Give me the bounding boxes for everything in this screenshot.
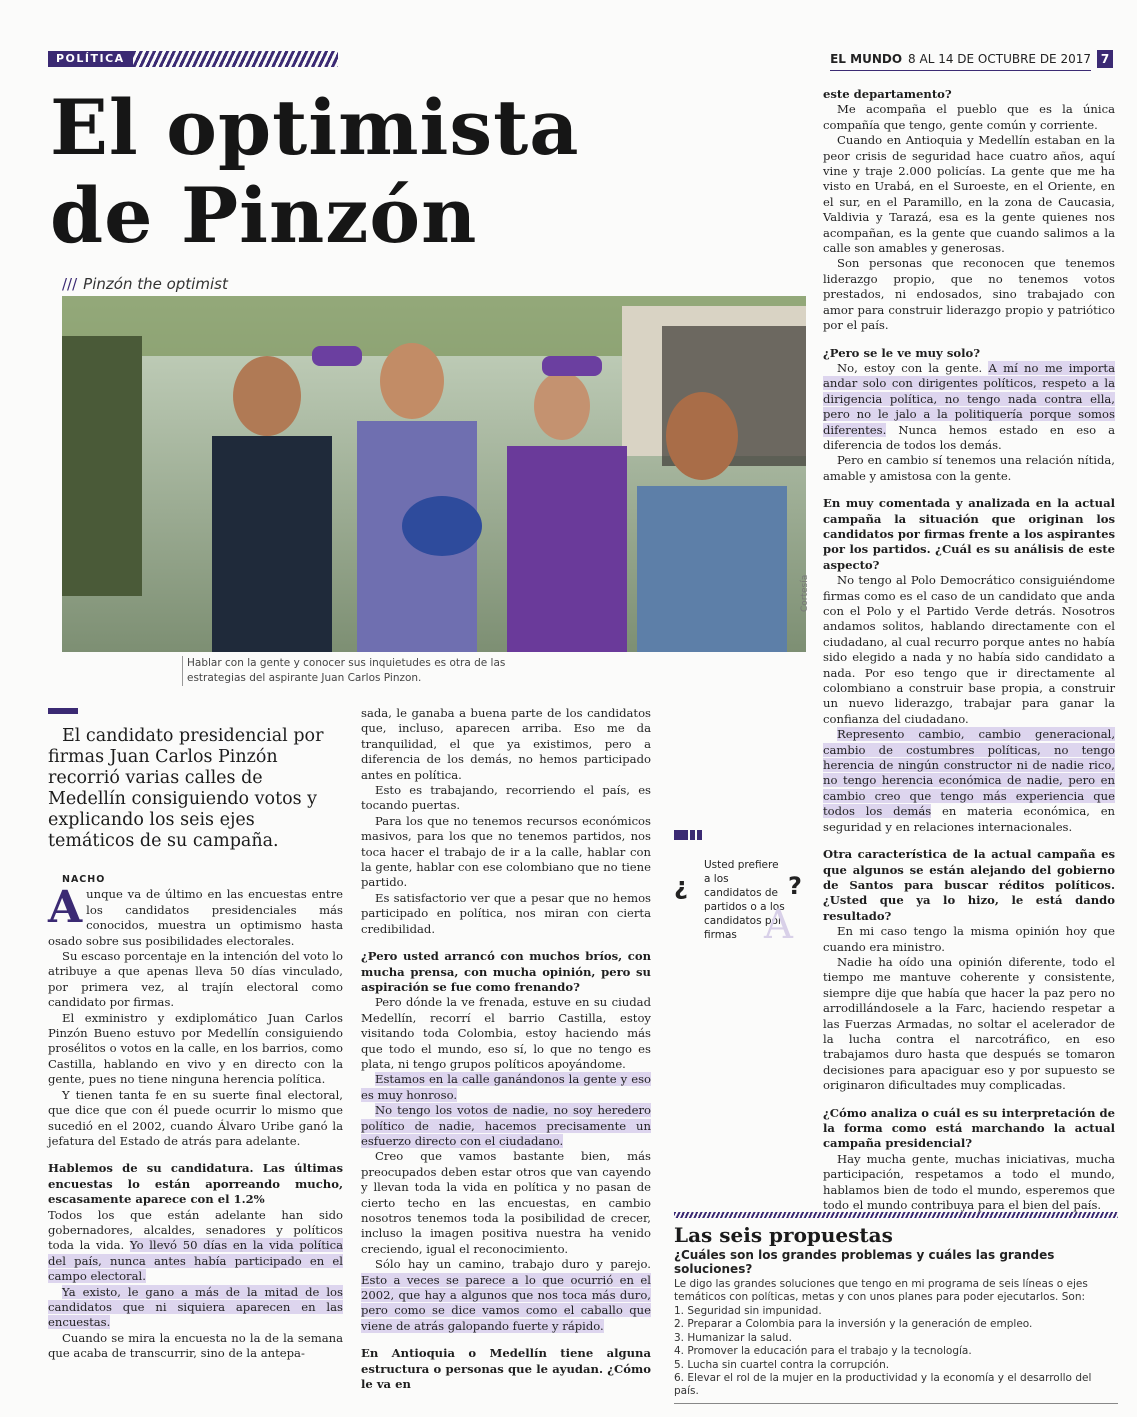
- photo-illustration: [62, 296, 806, 652]
- interview-question: este departamento?: [823, 87, 952, 101]
- interview-answer: [823, 727, 1115, 835]
- highlight: Esto a veces se parece a lo que ocurrió en el 2002, que hay a algunos que nos toca más duro, pero como se dice vamos como el caballo que viene de atrás galopando fuerte y rápido.: [361, 1272, 651, 1333]
- drop-cap: A: [48, 882, 83, 934]
- list-item: 5. Lucha sin cuartel contra la corrupción.: [674, 1358, 890, 1371]
- highlight: Represento cambio, cambio generacional, cambio de costumbres políticas, no tengo herencia de ningún constructor ni de nadie rico, no tengo herencia económica de nadie, pero en cambio creo que tengo más experiencia que todos los demás: [823, 727, 1115, 819]
- section-tag: POLÍTICA: [48, 51, 133, 67]
- paragraph: Para los que no tenemos recursos económicos masivos, para los que no tenemos partidos, nos toca hacer el trabajo de ir a la calle, hablar con la gente, hablar con ese colombiano que no tiene partido.: [361, 813, 651, 890]
- interview-answer: Creo que vamos bastante bien, más preocupados deben estar otros que van cayendo y llevan toda la vida en política y no pasan de cierto techo en las encuestas, en cambio nosotros tenemos toda la posibilidad de crecer, incluso la imagen positiva nuestra ha venido creciendo, igual el reconocimiento.: [361, 1149, 651, 1256]
- list-item: 2. Preparar a Colombia para la inversión y la generación de empleo.: [674, 1318, 1033, 1331]
- interview-answer: [361, 1072, 651, 1103]
- lead-bar: [48, 708, 78, 714]
- section-bar: [48, 50, 338, 68]
- proposals-box: [674, 1212, 1118, 1404]
- answer-text: Nunca hemos estado en eso a diferencia de todos los demás.: [823, 422, 1115, 452]
- lead-paragraph: El candidato presidencial por firmas Juan Carlos Pinzón recorrió varias calles de Medellín consiguiendo votos y explicando los seis ejes temáticos de su campaña.: [48, 726, 324, 851]
- interview-answer: [48, 1208, 343, 1285]
- interview-answer: [823, 361, 1115, 453]
- masthead-rule: [830, 70, 1091, 71]
- question-mark-icon: ?: [788, 872, 802, 900]
- poll-box: [674, 830, 804, 950]
- paragraph: Esto es trabajando, recorriendo el país, es tocando puertas.: [361, 783, 651, 813]
- paragraph: Y tienen tanta fe en su suerte final electoral, que dice que con él puede ocurrir lo mismo que sucedió en el 2002, cuando Álvaro Uribe ganó la jefatura del Estado de atrás para adelante.: [48, 1087, 343, 1148]
- photo-caption: Hablar con la gente y conocer sus inquietudes es otra de las estrategias del aspirante Juan Carlos Pinzon.: [182, 656, 512, 686]
- inverted-question-mark-icon: ¿: [674, 872, 688, 900]
- intro-paragraph: [48, 882, 343, 949]
- page-number: 7: [1097, 50, 1113, 68]
- intro-text: unque va de último en las encuestas entre los candidatos presidenciales más conocidos, muestra un optimismo hasta osado sobre sus posibilidades electorales.: [48, 887, 343, 948]
- answer-text: en materia económica, en seguridad y en relaciones internacionales.: [823, 804, 1116, 834]
- issue-date: 8 AL 14 DE OCTUBRE DE 2017: [908, 52, 1091, 66]
- paragraph: El exministro y exdiplomático Juan Carlos Pinzón Bueno estuvo por Medellín consiguiendo prosélitos o votos en la calle, en los barrios, como Castilla, hablando en vivo y en directo con la gente, pues no tiene ninguna herencia política.: [48, 1010, 343, 1087]
- interview-answer: Hay mucha gente, muchas iniciativas, mucha participación, respetamos a todo el mundo, hablamos bien de todo el mundo, esperemos que todo el mundo contribuya para el bien del país.: [823, 1151, 1115, 1213]
- article-photo: [62, 296, 806, 652]
- subtitle: [62, 275, 228, 293]
- headline: El optimista de Pinzón: [50, 83, 580, 260]
- column-3: [823, 87, 1115, 1213]
- interview-question: Hablemos de su candidatura. Las últimas encuestas lo están aporreando mucho, escasamente aparece con el 1.2%: [48, 1161, 343, 1207]
- proposals-intro: Le digo las grandes soluciones que tengo en mi programa de seis líneas o ejes temáticos con políticas, metas y con unos planes para poder ejecutarlos. Son:: [674, 1278, 1088, 1303]
- interview-answer: Nadie ha oído una opinión diferente, todo el tiempo me mantuve coherente y consistente, siempre dije que había que hacer la paz pero no arrodillándosele a la Farc, haciendo respetar a las Fuerzas Armadas, no soltar el acelerador de la lucha contra el narcotráfico, en eso trabajamos duro hasta que después se tomaron decisiones para apaciguar eso y por supuesto se originaron dificultades muy complicadas.: [823, 954, 1115, 1093]
- highlight: Yo llevó 50 días en la vida política del país, nunca antes había participado en el campo electoral.: [48, 1238, 343, 1284]
- interview-answer: [361, 1257, 651, 1334]
- list-item: 6. Elevar el rol de la mujer en la productividad y la economía y el desarrollo del país.: [674, 1372, 1092, 1398]
- answer-text: Sólo hay un camino, trabajo duro y parejo.: [375, 1257, 651, 1272]
- interview-answer: En mi caso tengo la misma opinión hoy que cuando era ministro.: [823, 924, 1115, 954]
- masthead: [830, 50, 1113, 68]
- paragraph: Es satisfactorio ver que a pesar que no hemos participado en política, nos miran con cierta credibilidad.: [361, 890, 651, 936]
- interview-question: En Antioquia o Medellín tiene alguna estructura o personas que le ayudan. ¿Cómo le va en: [361, 1346, 651, 1392]
- list-item: 3. Humanizar la salud.: [674, 1331, 792, 1344]
- proposals-list: [674, 1305, 1118, 1399]
- poll-bars: [674, 830, 804, 840]
- photo-credit: Cortesía: [800, 574, 810, 612]
- slashes-icon: ///: [62, 275, 78, 293]
- paragraph: Su escaso porcentaje en la intención del voto lo atribuye a que apenas lleva 50 días vinculado, por primera vez, al trajín electoral como candidato por firmas.: [48, 949, 343, 1010]
- paragraph: sada, le ganaba a buena parte de los candidatos que, incluso, aparecen arriba. Eso me da tranquilidad, el que ya existimos, pero a diferencia de los demás, no hemos participado antes en política.: [361, 706, 651, 782]
- interview-answer: No tengo al Polo Democrático consiguiéndome firmas como es el caso de un candidato que anda con el Polo y el Partido Verde detrás. Nosotros andamos solitos, hablando directamente con el ciudadano, al cual recurro porque antes no había sido elegido a nada y no había sido candidato a nada. Por eso tengo que ir directamente al colombiano a construir base propia, a construir un nuevo liderazgo, trabajar para ganar la confianza del ciudadano.: [823, 573, 1115, 726]
- interview-question: Otra característica de la actual campaña es que algunos se están alejando del gobierno de Santos para buscar réditos políticos. ¿Usted que ya lo hizo, le está dando resultado?: [823, 847, 1115, 923]
- interview-answer: Son personas que reconocen que tenemos liderazgo propio, que no tenemos votos prestados, ni endosados, sino trabajado con amor para construir liderazgo propio y patriótico por el país.: [823, 256, 1115, 333]
- highlight: Estamos en la calle ganándonos la gente y eso es muy honroso.: [361, 1072, 651, 1102]
- interview-answer: [48, 1285, 343, 1331]
- answer-text: Todos los que están adelante han sido gobernadores, alcaldes, senadores y políticos toda la vida.: [48, 1207, 343, 1253]
- poll-question: Usted prefiere a los candidatos de partidos o a los candidatos por firmas: [704, 859, 785, 941]
- highlight: No tengo los votos de nadie, no soy heredero político de nadie, hacemos precisamente un esfuerzo directo con el ciudadano.: [361, 1103, 651, 1148]
- paragraph: Cuando se mira la encuesta no la de la semana que acaba de transcurrir, sino de la antepa-: [48, 1330, 343, 1361]
- subtitle-text: Pinzón the optimist: [83, 275, 228, 293]
- interview-answer: Me acompaña el pueblo que es la única compañía que tengo, gente común y corriente.: [823, 102, 1115, 132]
- column-1: [48, 708, 343, 1362]
- list-item: 1. Seguridad sin impunidad.: [674, 1305, 822, 1317]
- interview-question: ¿Pero usted arrancó con muchos bríos, con mucha prensa, con mucha opinión, pero su aspiración se fue como frenando?: [361, 949, 651, 994]
- answer-text: No, estoy con la gente.: [837, 360, 983, 375]
- list-item: 4. Promover la educación para el trabajo y la tecnología.: [674, 1345, 972, 1358]
- interview-answer: [361, 1103, 651, 1149]
- byline: NACHO: [62, 874, 106, 885]
- interview-question: En muy comentada y analizada en la actual campaña la situación que originan los candidatos por firmas frente a los aspirantes por los partidos. ¿Cuál es su análisis de este aspecto?: [823, 496, 1115, 572]
- poll-bar: [697, 830, 702, 840]
- interview-answer: Pero dónde la ve frenada, estuve en su ciudad Medellín, recorrí el barrio Castilla, estoy visitando toda Colombia, estoy haciendo más que todo el mundo, eso sí, lo que no tengo es plata, ni tengo grupos políticos apoyándome.: [361, 995, 651, 1071]
- box-rule: [674, 1212, 1118, 1218]
- interview-question: ¿Cómo analiza o cuál es su interpretación de la forma como está marchando la actual campaña presidencial?: [823, 1105, 1115, 1151]
- highlight: A mí no me importa andar solo con dirigentes políticos, respeto a la dirigencia política, no tengo nada contra ella, pero no le jalo a la politiquería porque somos diferentes.: [823, 360, 1115, 437]
- poll-bar: [690, 830, 695, 840]
- box-bottom-rule: [674, 1403, 1118, 1404]
- poll-letter: A: [764, 902, 793, 948]
- interview-answer: Pero en cambio sí tenemos una relación nítida, amable y amistosa con la gente.: [823, 453, 1115, 483]
- poll-bar: [674, 830, 688, 840]
- highlight: Ya existo, le gano a más de la mitad de los candidatos que ni siquiera aparecen en las encuestas.: [48, 1284, 343, 1330]
- paper-name: EL MUNDO: [830, 52, 903, 66]
- section-hatch: [133, 51, 338, 67]
- proposals-title: Las seis propuestas: [674, 1223, 893, 1247]
- interview-answer: Cuando en Antioquia y Medellín estaban en la peor crisis de seguridad hace cuatro años, aquí vine y traje 2.000 policías. La gente que me ha visto en Urabá, en el Suroeste, en el Oriente, en el sur, en el Paramillo, en la zona de Caucasia, Valdivia y Tarazá, esa es la gente quienes nos acompañan, es la gente que cuando salimos a la calle son amables y generosas.: [823, 133, 1115, 256]
- interview-question: ¿Pero se le ve muy solo?: [823, 345, 981, 360]
- column-2: [361, 706, 651, 1392]
- proposals-subtitle: ¿Cuáles son los grandes problemas y cuáles las grandes soluciones?: [674, 1248, 1055, 1276]
